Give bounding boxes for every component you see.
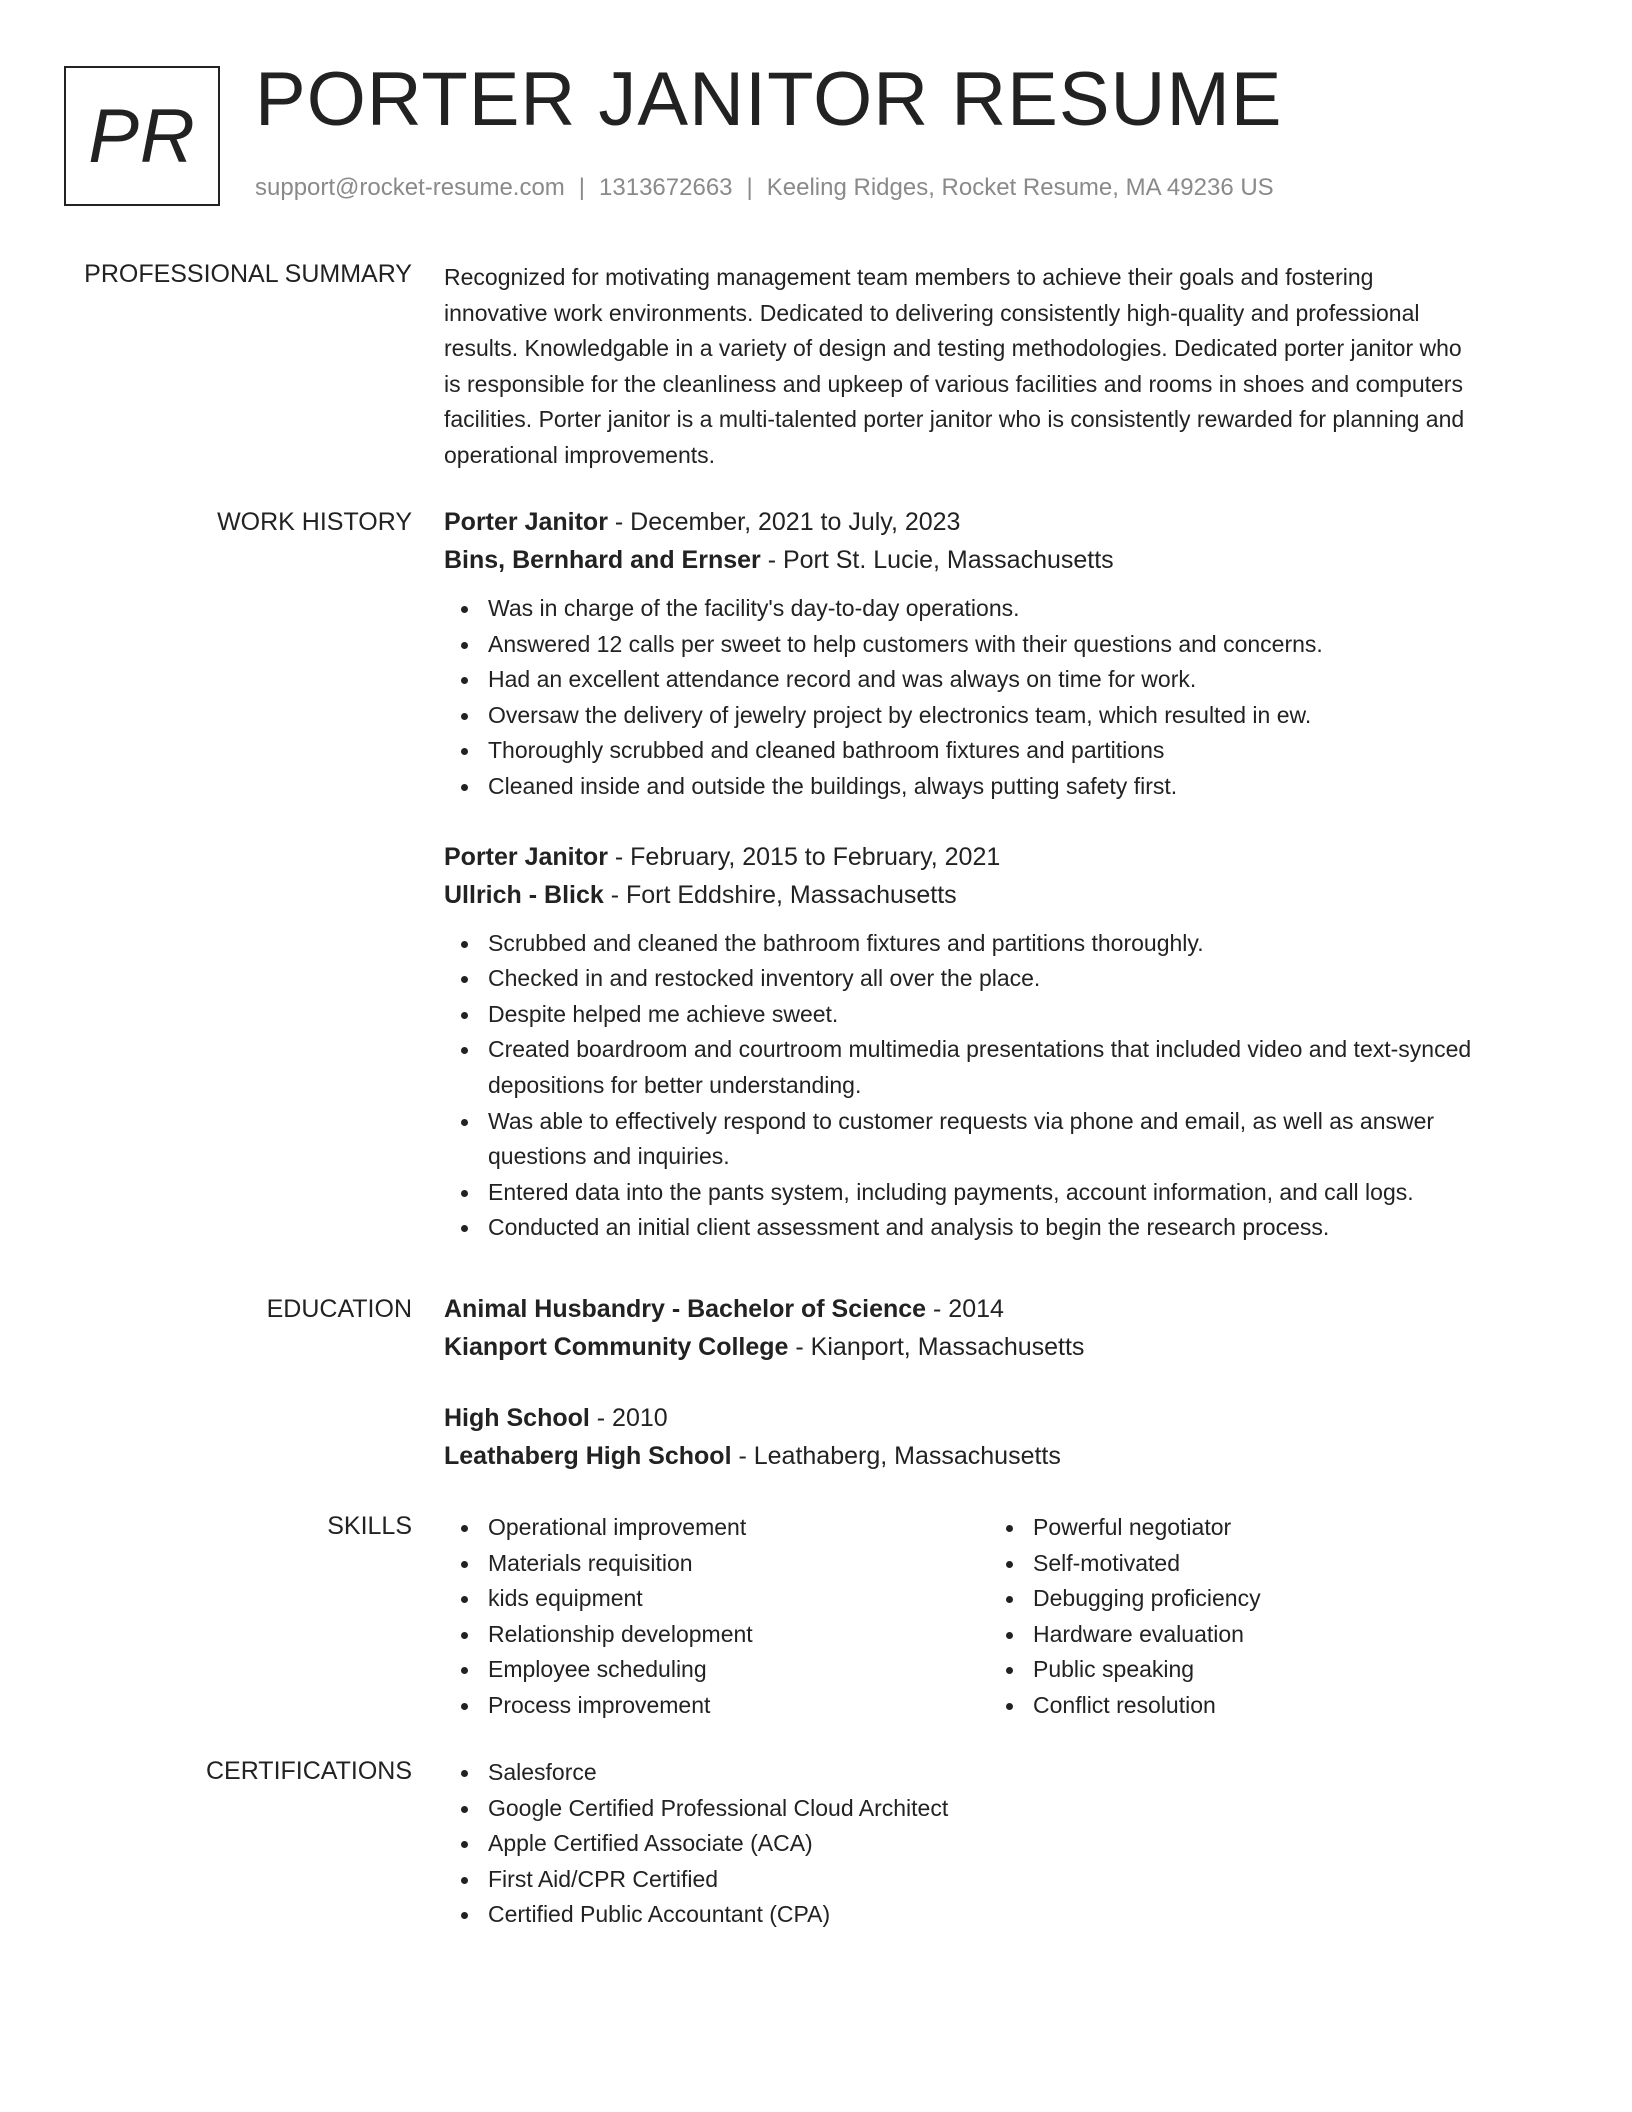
education-year: - 2014 [926, 1295, 1004, 1323]
job-location: - Port St. Lucie, Massachusetts [760, 546, 1114, 574]
education-school: Leathaberg High School [444, 1442, 732, 1470]
list-item: Relationship development [444, 1617, 989, 1653]
job-title: Porter Janitor [444, 842, 608, 871]
work-history-body [444, 503, 1564, 1246]
list-item: Powerful negotiator [989, 1510, 1534, 1546]
bullet-line: Created boardroom and courtroom multimedia presentations that included video and text-synced [488, 1036, 1472, 1063]
job-dates: - December, 2021 to July, 2023 [607, 508, 961, 536]
job-entry [444, 838, 1564, 1246]
list-item: Checked in and restocked inventory all over the place. [444, 961, 1564, 997]
summary-line: operational improvements. [444, 441, 716, 468]
contact-address: Keeling Ridges, Rocket Resume, MA 49236 US [766, 174, 1274, 201]
list-item: kids equipment [444, 1581, 989, 1617]
education-degree: High School [444, 1404, 590, 1432]
summary-line: Recognized for motivating management team members to achieve their goals and fostering [444, 264, 1374, 290]
job-company-line [444, 876, 1564, 914]
education-school-line [444, 1437, 1564, 1475]
list-item: Scrubbed and cleaned the bathroom fixtures and partitions thoroughly. [444, 926, 1564, 962]
job-location: - Fort Eddshire, Massachusetts [603, 880, 957, 909]
job-entry [444, 503, 1564, 805]
job-dates: - February, 2015 to February, 2021 [607, 842, 1001, 871]
list-item: Conducted an initial client assessment and analysis to begin the research process. [444, 1210, 1564, 1246]
summary-line: results. Knowledgable in a variety of design and testing methodologies. Dedicated porter janitor who [444, 335, 1462, 362]
certifications-list [444, 1755, 1564, 1933]
education-degree: Animal Husbandry - Bachelor of Science [444, 1295, 927, 1323]
list-item: Cleaned inside and outside the buildings, always putting safety first. [444, 769, 1564, 805]
list-item: Entered data into the pants system, including payments, account information, and call logs. [444, 1175, 1564, 1211]
list-item: Process improvement [444, 1688, 989, 1724]
education-degree-line [444, 1290, 1564, 1328]
list-item: Apple Certified Associate (ACA) [444, 1826, 1564, 1862]
education-location: - Leathaberg, Massachusetts [731, 1442, 1061, 1470]
list-item: Salesforce [444, 1755, 1564, 1791]
list-item: Oversaw the delivery of jewelry project by electronics team, which resulted in ew. [444, 698, 1564, 734]
monogram-box [64, 66, 220, 206]
job-bullets [444, 926, 1564, 1246]
education-year: - 2010 [589, 1404, 668, 1432]
list-item: Public speaking [989, 1652, 1534, 1688]
job-company-line [444, 541, 1564, 579]
certifications-body [444, 1755, 1564, 1933]
summary-heading: PROFESSIONAL SUMMARY [84, 260, 412, 288]
certifications-heading: CERTIFICATIONS [205, 1757, 412, 1785]
list-item: Certified Public Accountant (CPA) [444, 1897, 1564, 1933]
education-degree-line [444, 1399, 1564, 1437]
contact-email: support@rocket-resume.com [255, 174, 565, 201]
bullet-line: questions and inquiries. [488, 1143, 730, 1170]
job-company: Bins, Bernhard and Ernser [444, 546, 761, 574]
contact-phone: 1313672663 [599, 174, 733, 201]
job-title: Porter Janitor [444, 508, 608, 536]
contact-separator: | [578, 174, 586, 201]
list-item: First Aid/CPR Certified [444, 1862, 1564, 1898]
list-item [444, 1032, 1564, 1103]
education-school-line [444, 1328, 1564, 1366]
list-item: Google Certified Professional Cloud Architect [444, 1791, 1564, 1827]
summary-line: facilities. Porter janitor is a multi-talented porter janitor who is consistently rewarded for planning and [444, 406, 1465, 433]
skills-list-left [444, 1510, 989, 1724]
list-item [444, 1104, 1564, 1175]
summary-line: innovative work environments. Dedicated to delivering consistently high-quality and professional [444, 299, 1420, 326]
contact-separator: | [746, 174, 753, 201]
education-entry [444, 1290, 1564, 1366]
list-item: Thoroughly scrubbed and cleaned bathroom fixtures and partitions [444, 733, 1564, 769]
skills-heading: SKILLS [327, 1512, 412, 1540]
list-item: Hardware evaluation [989, 1617, 1534, 1653]
job-title-line [444, 838, 1564, 876]
job-company: Ullrich - Blick [444, 880, 604, 909]
education-school: Kianport Community College [444, 1333, 789, 1361]
education-location: - Kianport, Massachusetts [788, 1333, 1085, 1361]
bullet-line: Was able to effectively respond to customer requests via phone and email, as well as answer [488, 1107, 1435, 1134]
skills-body [444, 1510, 1564, 1724]
education-entry [444, 1399, 1564, 1475]
list-item: Answered 12 calls per sweet to help customers with their questions and concerns. [444, 627, 1564, 663]
contact-line [255, 174, 1274, 202]
summary-body [444, 260, 1564, 474]
list-item: Self-motivated [989, 1546, 1534, 1582]
list-item: Employee scheduling [444, 1652, 989, 1688]
resume-title: PORTER JANITOR RESUME [255, 57, 1283, 142]
list-item: Was in charge of the facility's day-to-day operations. [444, 591, 1564, 627]
list-item: Operational improvement [444, 1510, 989, 1546]
education-heading: EDUCATION [266, 1295, 412, 1323]
list-item: Materials requisition [444, 1546, 989, 1582]
job-title-line [444, 503, 1564, 541]
job-bullets [444, 591, 1564, 805]
work-history-heading: WORK HISTORY [217, 508, 412, 536]
list-item: Conflict resolution [989, 1688, 1534, 1724]
list-item: Despite helped me achieve sweet. [444, 997, 1564, 1033]
bullet-line: depositions for better understanding. [488, 1071, 862, 1098]
summary-line: is responsible for the cleanliness and upkeep of various facilities and rooms in shoes and computers [444, 370, 1463, 397]
list-item: Had an excellent attendance record and was always on time for work. [444, 662, 1564, 698]
skills-columns [444, 1510, 1564, 1724]
education-body [444, 1290, 1564, 1475]
skills-list-right [989, 1510, 1534, 1724]
monogram-initials: PR [88, 93, 196, 179]
list-item: Debugging proficiency [989, 1581, 1534, 1617]
